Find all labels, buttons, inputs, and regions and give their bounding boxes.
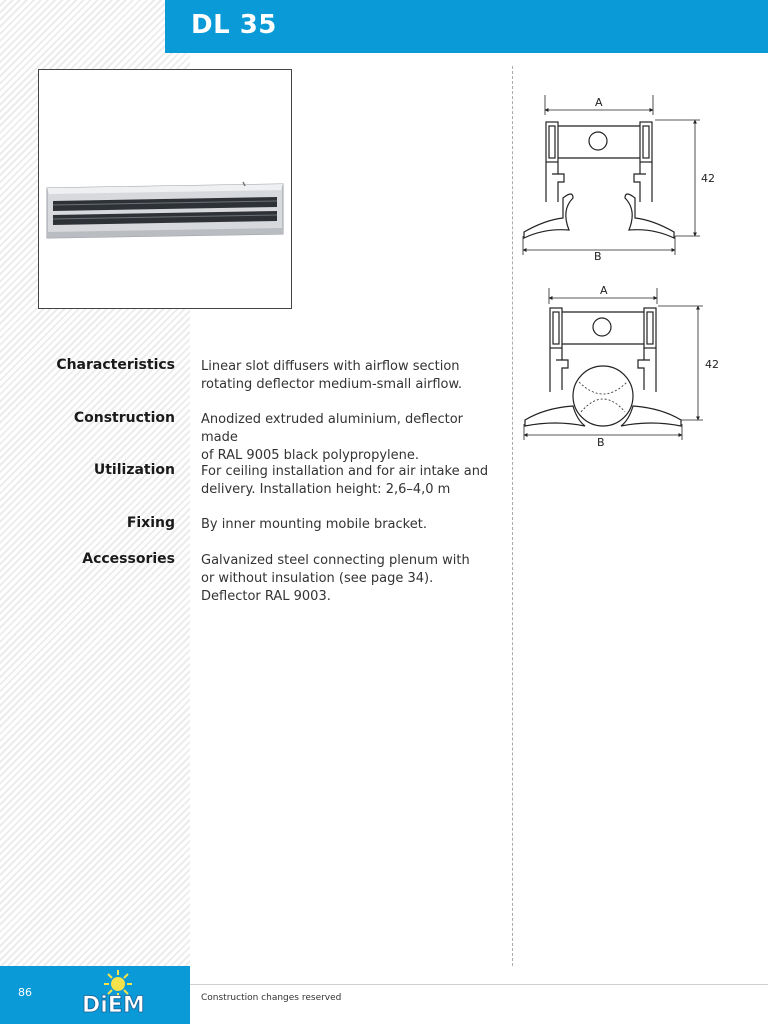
dim-a-top: A [595, 96, 603, 109]
spec-text: For ceiling installation and for air intake and delivery. Installation height: 2,6–4,0 m [201, 464, 489, 497]
dim-b-bottom: B [597, 436, 605, 449]
spec-label: Utilization [93, 462, 175, 478]
footer-rule [190, 984, 768, 985]
header-bar [165, 0, 768, 53]
page-number: 86 [18, 986, 32, 999]
brand-name: DiEM [82, 993, 145, 1018]
product-photo [38, 69, 292, 309]
spec-text: Linear slot diffusers with airflow section rotating deflector medium-small airflow. [201, 359, 463, 392]
page-title: DL 35 [191, 10, 277, 40]
spec-text: Galvanized steel connecting plenum with or without insulation (see page 34). Deflector RAL 9003. [201, 553, 470, 604]
diffuser-image [39, 70, 291, 308]
footer-note: Construction changes reserved [201, 993, 342, 1003]
dim-height-bottom: 42 [705, 358, 719, 371]
drawing-bottom [524, 288, 703, 440]
dim-b-top: B [594, 250, 602, 263]
column-divider [512, 66, 513, 966]
technical-drawings [515, 90, 745, 464]
cross-section-drawings [515, 90, 745, 460]
footer-bar [0, 966, 190, 1024]
spec-text: Anodized extruded aluminium, deflector made of RAL 9005 black polypropylene. [201, 412, 464, 463]
diem-logo [78, 968, 168, 1022]
dim-height-top: 42 [701, 172, 715, 185]
spec-label: Characteristics [56, 357, 175, 373]
spec-text: By inner mounting mobile bracket. [201, 517, 427, 532]
spec-label: Accessories [82, 551, 175, 567]
dim-a-bottom: A [600, 284, 608, 297]
spec-label: Construction [73, 410, 175, 426]
drawing-top [523, 95, 700, 255]
spec-label: Fixing [126, 515, 175, 531]
